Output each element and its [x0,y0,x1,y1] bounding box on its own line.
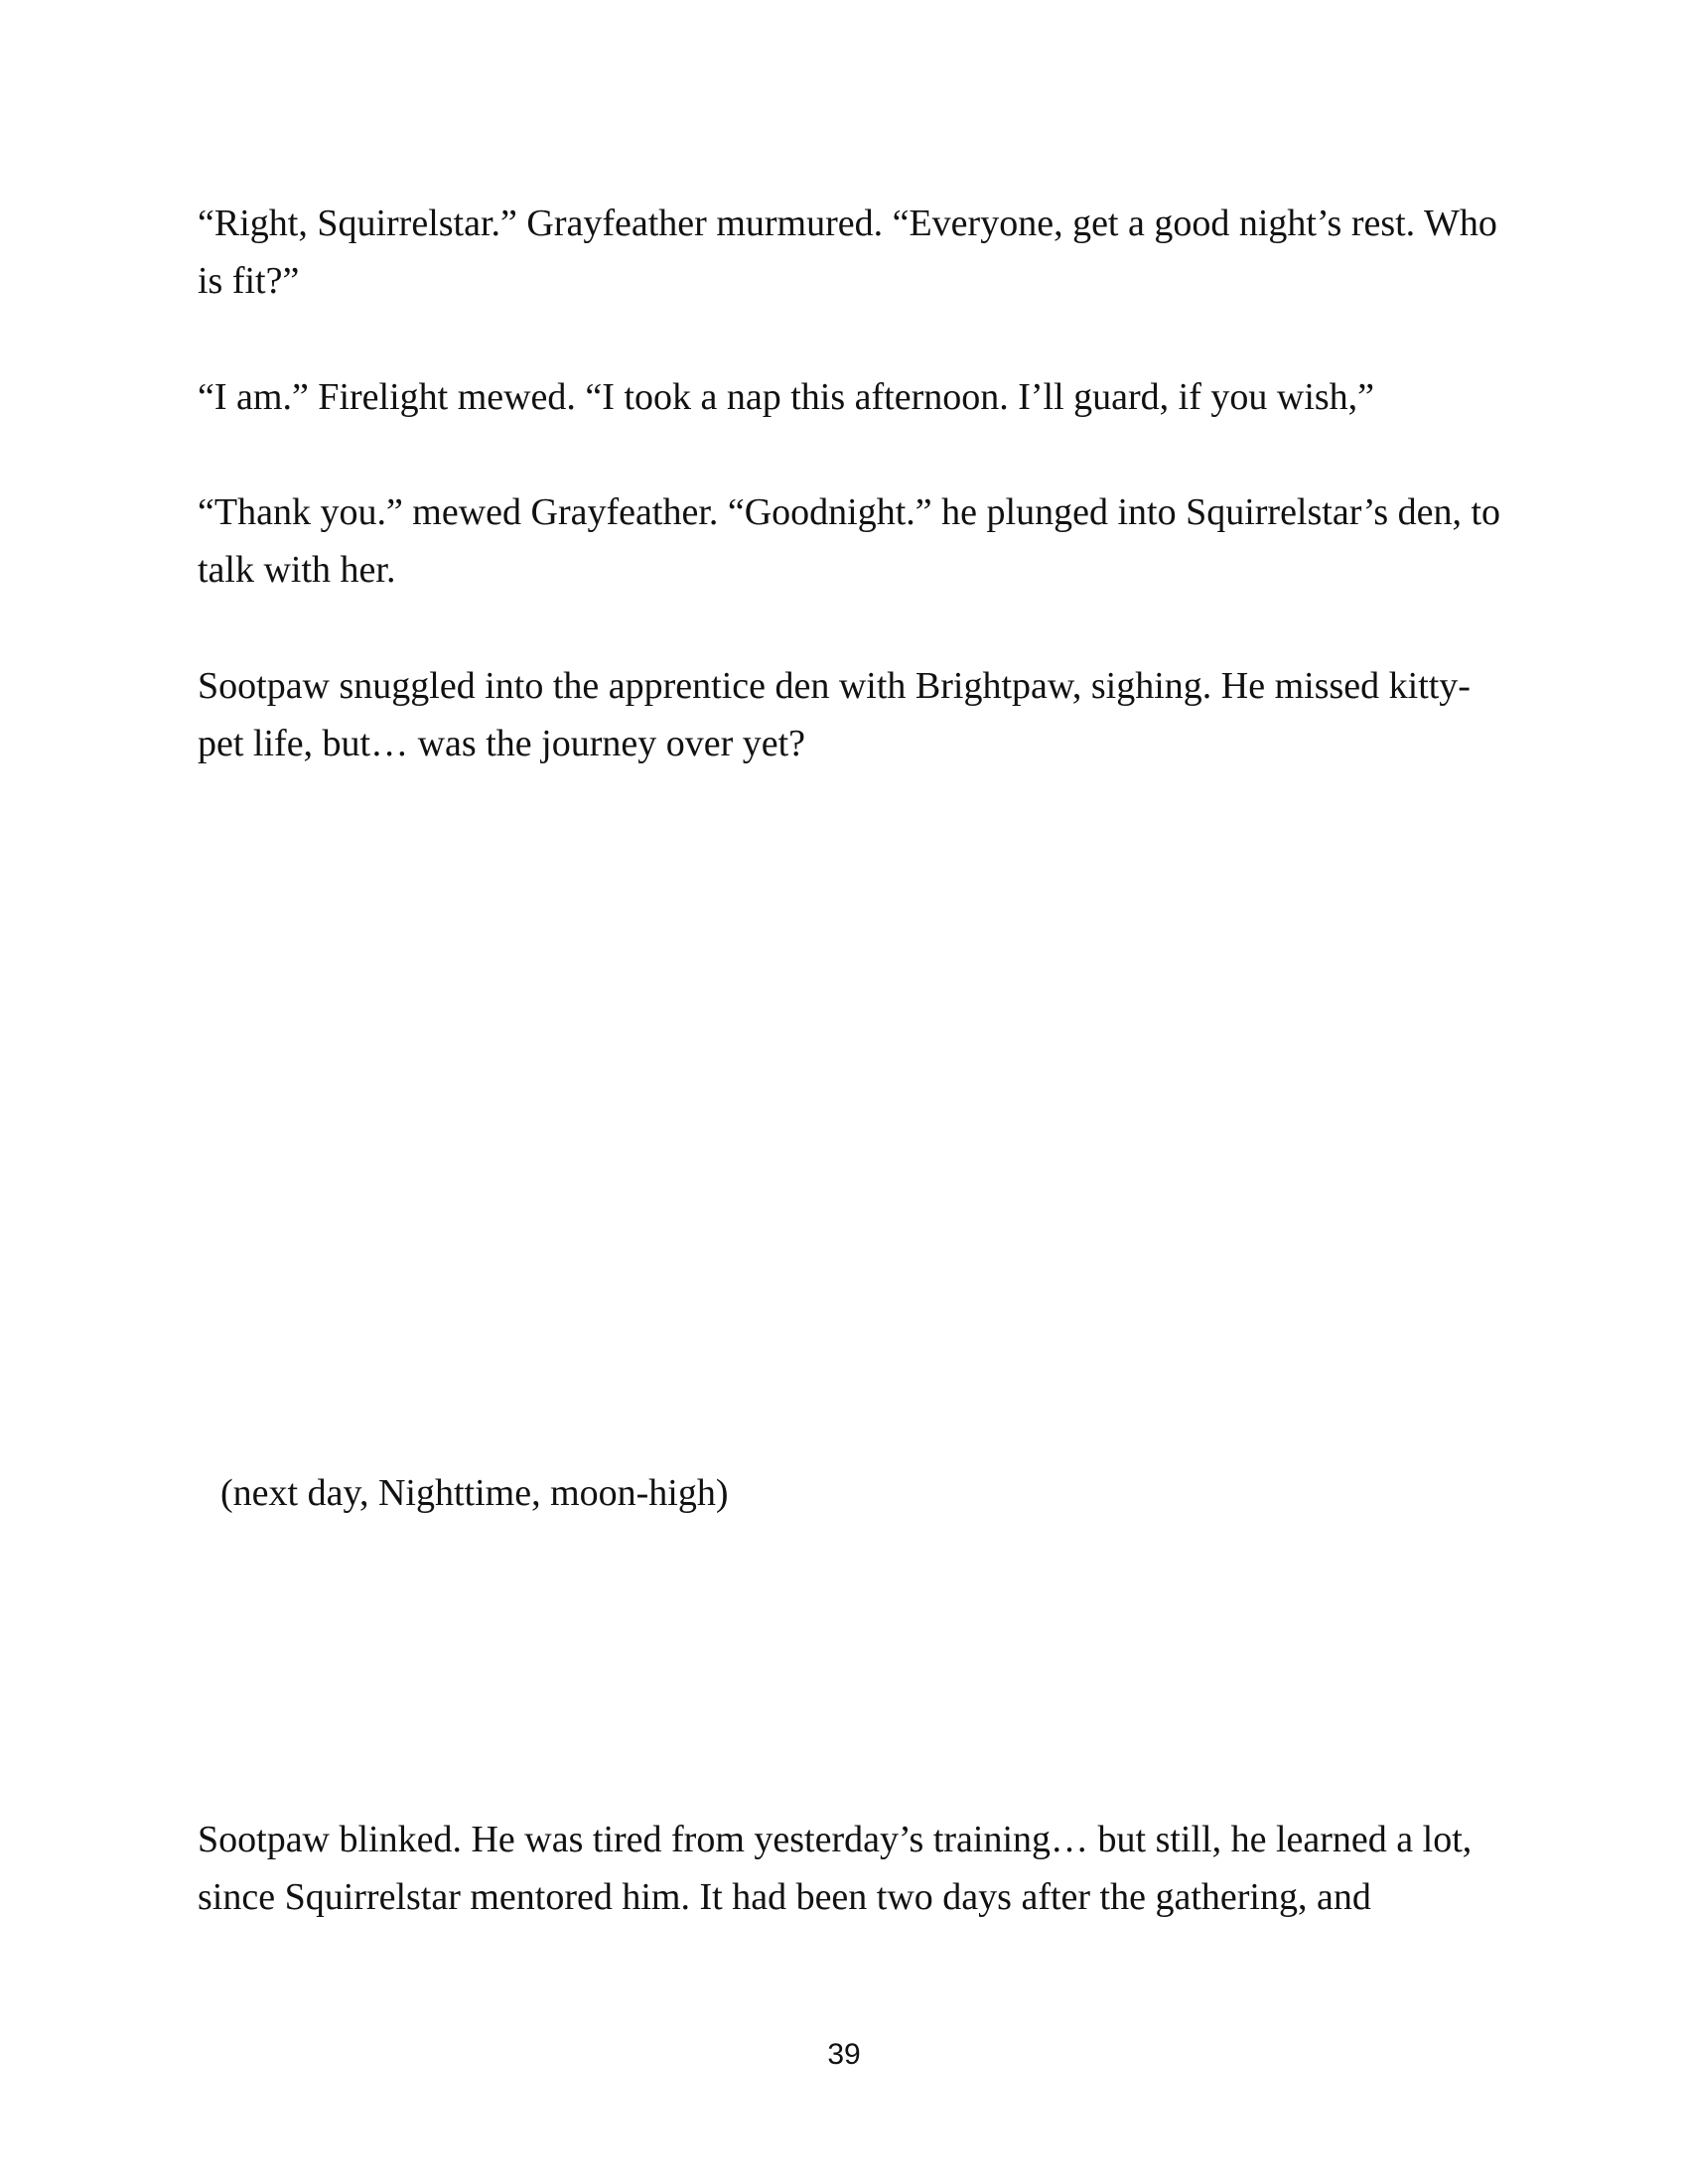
paragraph: Sootpaw snuggled into the apprentice den with Brightpaw, sighing. He missed kitty-pet life, but… was the journey over yet? [198,665,1471,764]
scene-break-note: (next day, Nighttime, moon-high) [220,1472,729,1514]
page-number: 39 [827,2038,861,2071]
paragraph: “Thank you.” mewed Grayfeather. “Goodnight.” he plunged into Squirrelstar’s den, to talk with her. [198,491,1501,591]
paragraph: “Right, Squirrelstar.” Grayfeather murmured. “Everyone, get a good night’s rest. Who is fit?” [198,203,1497,302]
paragraph: Sootpaw blinked. He was tired from yesterday’s training… but still, he learned a lot, since Squirrelstar mentored him. It had been two days after the gathering, and [198,1819,1473,1918]
paragraph: “I am.” Firelight mewed. “I took a nap this afternoon. I’ll guard, if you wish,” [198,376,1375,418]
